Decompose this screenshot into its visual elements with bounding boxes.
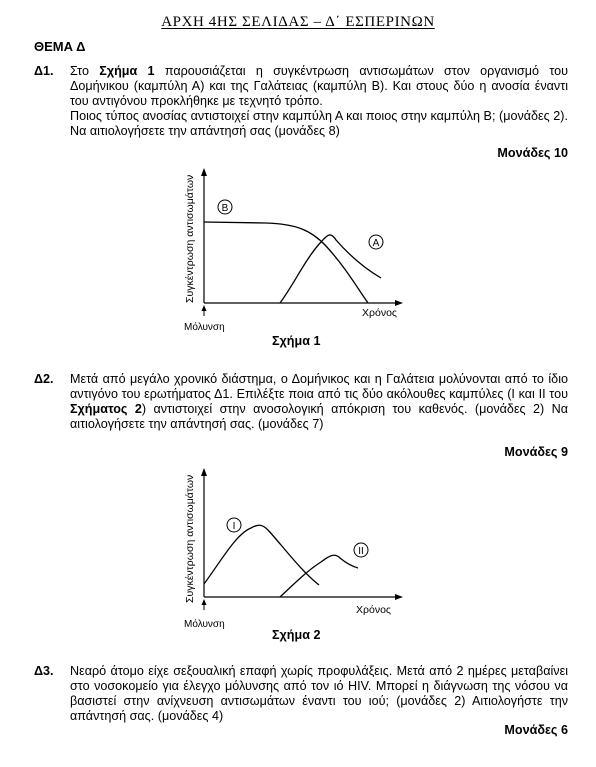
curve-ii <box>280 555 358 597</box>
curve-b-label: B <box>221 203 229 214</box>
figure-2 <box>176 466 416 632</box>
x-axis-arrow <box>395 594 403 600</box>
figure-1-caption: Σχήμα 1 <box>272 334 321 348</box>
y-axis-arrow <box>201 468 207 476</box>
page-header <box>0 14 596 31</box>
curve-i <box>204 525 319 585</box>
marks-d3: Μονάδες 6 <box>504 723 568 737</box>
curve-ii-label: II <box>358 546 364 557</box>
question-number: Δ2. <box>34 372 54 386</box>
question-text: Νεαρό άτομο είχε σεξουαλική επαφή χωρίς προφυλάξεις. Μετά από 2 ημέρες μεταβαίνει στο νοσοκομείο για έλεγχο μόλυνσης από τον ιό HIV. Μπορεί η διάγνωση της νόσου να βασιστεί στην ανίχνευση αντισωμάτων έναντι του ιού; (μονάδες 2) Αιτιολογήστε την απάντησή σας. (μονάδες 4) <box>70 664 568 723</box>
question-d2 <box>34 372 568 432</box>
figure-1 <box>176 166 416 332</box>
figure-2-caption: Σχήμα 2 <box>272 628 321 642</box>
question-text: Στο Σχήμα 1 παρουσιάζεται η συγκέντρωση αντισωμάτων στον οργανισμό του Δομήνικου (καμπύλη Α) και της Γαλάτειας (καμπύλη Β). Και στους δύο η ανοσία έναντι του αντιγόνου προκλήθηκε με τεχνητό τρόπο. Ποιος τύπος ανοσίας αντιστοιχεί στην καμπύλη Α και ποιος στην καμπύλη Β; (μονάδες 2). Να αιτιολογήσετε την απάντησή σας (μονάδες 8) <box>70 64 569 138</box>
question-text: Μετά από μεγάλο χρονικό διάστημα, ο Δομήνικος και η Γαλάτεια μολύνονται από το ίδιο αντιγόνο του ερωτήματος Δ1. Επιλέξτε ποια από τις δύο ακόλουθες καμπύλες (Ι και ΙΙ του Σχήματος 2) αντιστοιχεί στην ανοσολογική απόκριση του καθενός. (μονάδες 2) Να αιτιολογήσετε την απάντησή σας. (μονάδες 7) <box>70 372 568 431</box>
origin-label: Μόλυνση <box>184 322 225 332</box>
curve-a-label: A <box>372 238 380 249</box>
section-title: ΘΕΜΑ Δ <box>34 39 86 54</box>
page-header-title: ΑΡΧΗ 4ΗΣ ΣΕΛΙΔΑΣ – Δ΄ ΕΣΠΕΡΙΝΩΝ <box>161 14 435 30</box>
question-d3 <box>34 664 568 724</box>
figure-reference: Σχήμα 1 <box>99 64 155 78</box>
marks-d1: Μονάδες 10 <box>497 146 568 160</box>
question-number: Δ1. <box>34 64 54 78</box>
y-axis-arrow <box>201 168 207 176</box>
curve-i-label: I <box>232 521 236 532</box>
x-axis-arrow <box>395 300 403 306</box>
x-axis-label: Χρόνος <box>362 307 397 319</box>
marks-d2: Μονάδες 9 <box>504 445 568 459</box>
question-number: Δ3. <box>34 664 54 678</box>
x-axis-label: Χρόνος <box>356 604 391 616</box>
curve-b <box>204 222 368 303</box>
figure-reference: Σχήματος 2 <box>70 402 142 416</box>
y-axis-label: Συγκέντρωση αντισωμάτων <box>184 174 196 303</box>
origin-label: Μόλυνση <box>184 619 225 630</box>
question-d1 <box>34 64 568 139</box>
curve-a <box>280 235 381 303</box>
y-axis-label: Συγκέντρωση αντισωμάτων <box>184 474 196 603</box>
